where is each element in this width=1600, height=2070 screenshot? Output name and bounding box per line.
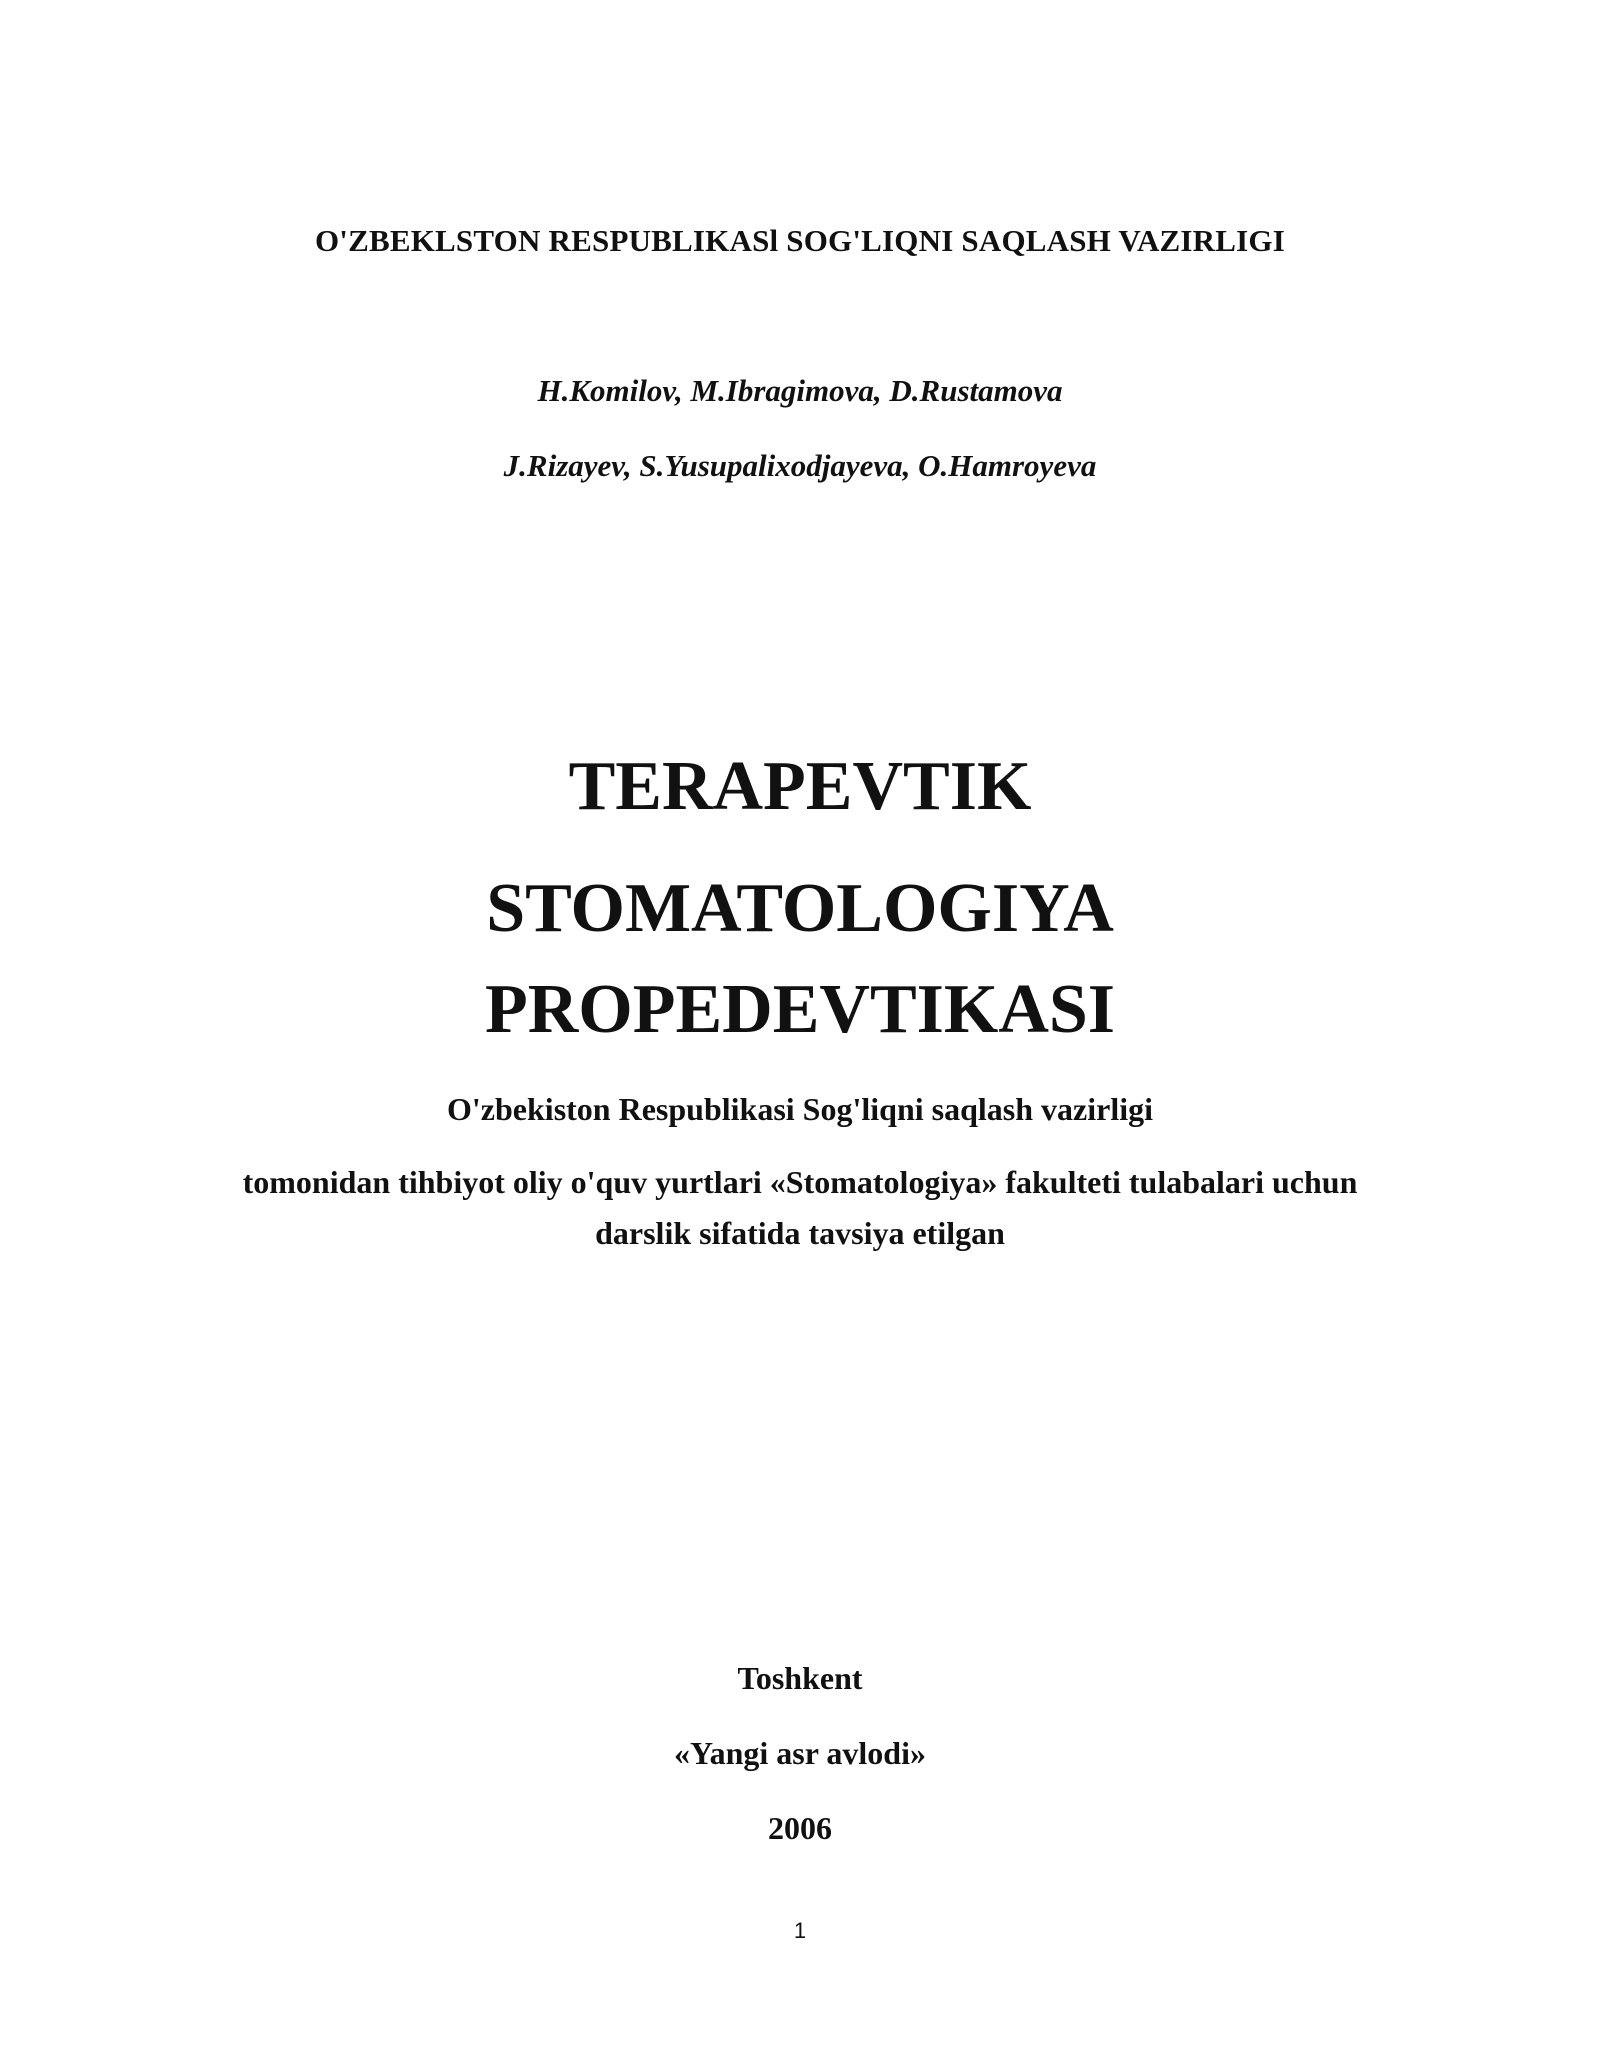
ministry-heading: O'ZBEKLSTON RESPUBLIKASl SOG'LIQNI SAQLASH VAZIRLIGI bbox=[314, 223, 1285, 258]
approval-line-1: O'zbekiston Respublikasi Sog'liqni saqlash vazirligi bbox=[447, 1091, 1153, 1127]
book-title-line-3: PROPEDEVTIKASI bbox=[484, 971, 1116, 1048]
authors-line-2: J.Rizayev, S.Yusupalixodjayeva, O.Hamroyeva bbox=[503, 448, 1097, 483]
imprint-city: Toshkent bbox=[737, 1660, 863, 1696]
book-title-line-1: TERAPEVTIK bbox=[568, 748, 1032, 825]
approval-line-2: tomonidan tihbiyot oliy o'quv yurtlari «Stomatologiya» fakulteti tulabalari uchun bbox=[242, 1164, 1358, 1200]
page-number: 1 bbox=[793, 1918, 807, 1943]
imprint-publisher: «Yangi asr avlodi» bbox=[674, 1735, 926, 1771]
approval-line-3: darslik sifatida tavsiya etilgan bbox=[595, 1215, 1005, 1251]
imprint-year: 2006 bbox=[768, 1810, 832, 1846]
book-title-line-2: STOMATOLOGIYA bbox=[486, 870, 1114, 947]
authors-line-1: H.Komilov, M.Ibragimova, D.Rustamova bbox=[537, 373, 1063, 408]
